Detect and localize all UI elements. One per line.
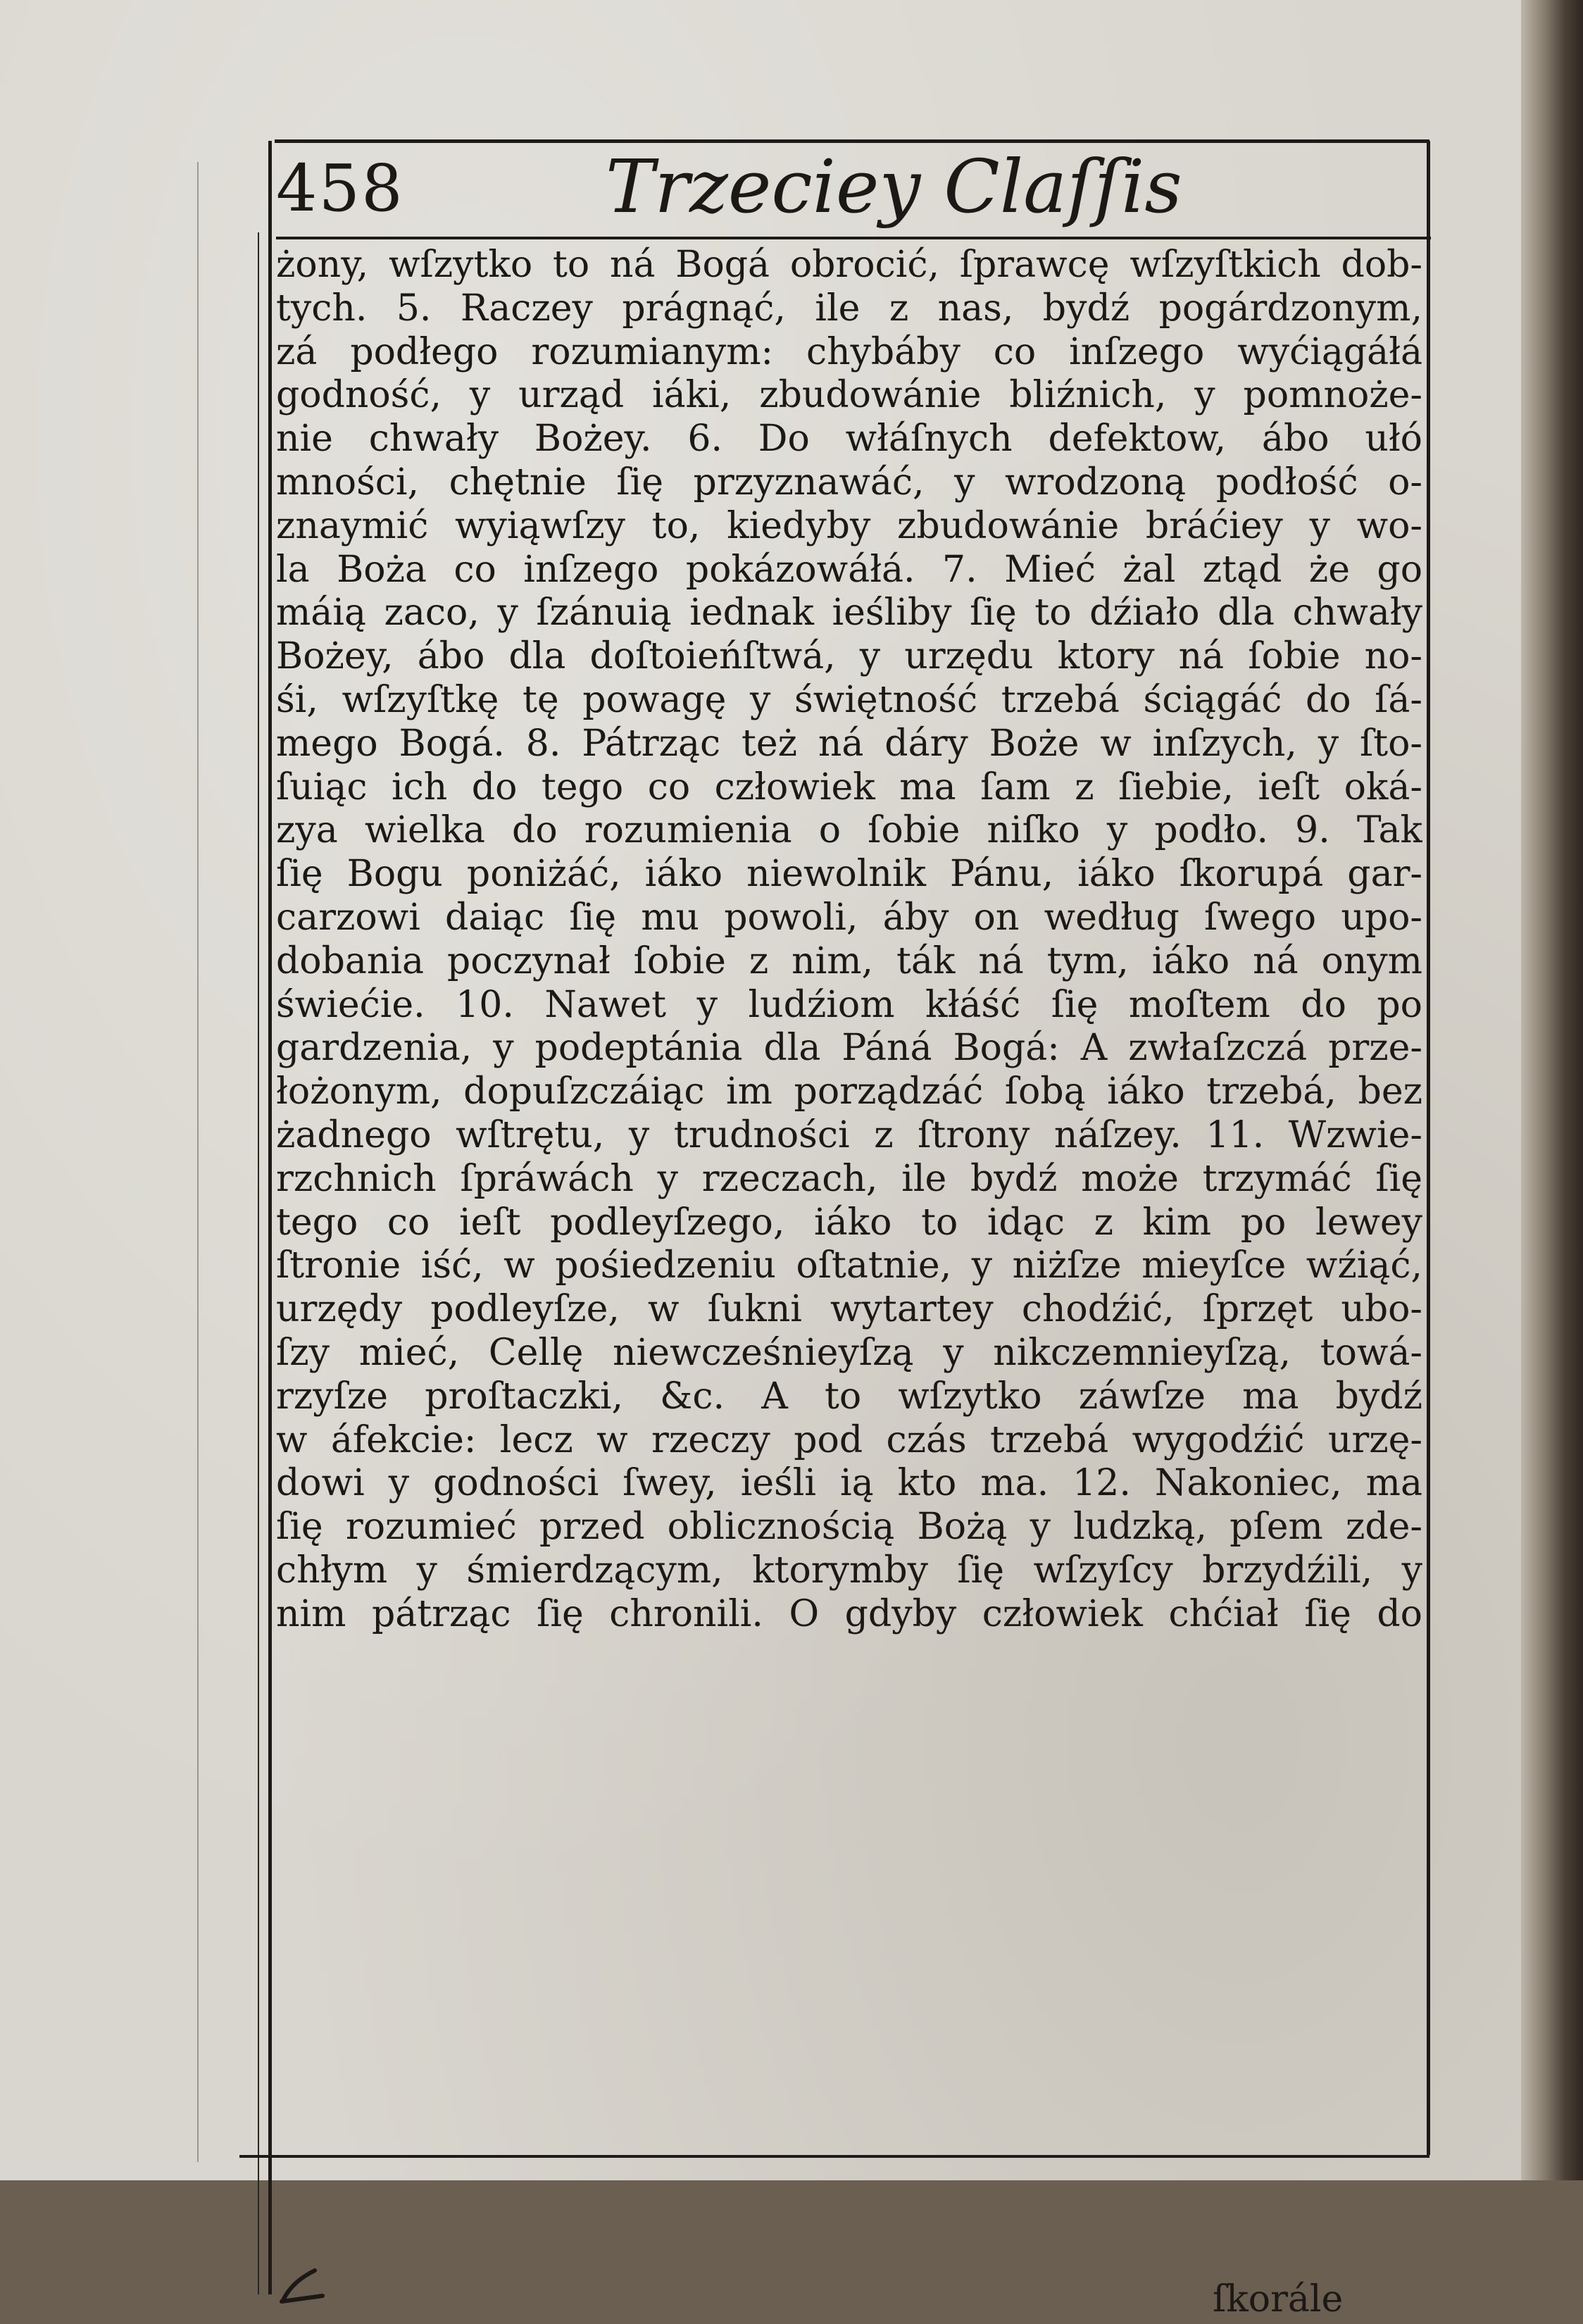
text-line: mego Bogá. 8. Pátrząc też ná dáry Boże w inſzych, y ſto-	[276, 722, 1422, 765]
body-text	[276, 244, 1422, 1637]
text-line: ſtronie iść, w pośiedzeniu oſtatnie, y niżſze mieyſce wźiąć,	[276, 1244, 1422, 1287]
header-rule	[276, 237, 1431, 239]
text-line: mności, chętnie ſię przyznawáć, y wrodzoną podłość o-	[276, 461, 1422, 504]
text-line: ſzy mieć, Cellę niewcześnieyſzą y nikczemnieyſzą, towá-	[276, 1331, 1422, 1374]
text-line: rzyſze proſtaczki, &c. A to wſzytko záwſze ma bydź	[276, 1375, 1422, 1418]
text-line: urzędy podleyſze, w ſukni wytartey chodźić, ſprzęt ubo-	[276, 1288, 1422, 1331]
text-line: chłym y śmierdzącym, ktorymby ſię wſzyſcy brzydźili, y	[276, 1549, 1422, 1592]
text-line: ſię Bogu poniżáć, iáko niewolnik Pánu, iáko ſkorupá gar-	[276, 853, 1422, 896]
text-line: żadnego wſtrętu, y trudności z ſtrony náſzey. 11. Wzwie-	[276, 1113, 1422, 1156]
frame-inner-left-rule	[258, 232, 259, 2294]
text-line: ſuiąc ich do tego co człowiek ma ſam z ſiebie, ieſt oká-	[276, 766, 1422, 808]
text-line: carzowi daiąc ſię mu powoli, áby on według ſwego upo-	[276, 896, 1422, 939]
text-line: dobania poczynał ſobie z nim, ták ná tym, iáko ná onym	[276, 939, 1422, 982]
text-line: nie chwały Bożey. 6. Do włáſnych defektow, ábo ułó	[276, 418, 1422, 461]
text-line: tych. 5. Raczey prágnąć, ile z nas, bydź pogárdzonym,	[276, 287, 1422, 330]
text-line: zya wielka do rozumienia o ſobie niſko y podło. 9. Tak	[276, 809, 1422, 852]
text-line: rzchnich ſpráwách y rzeczach, ile bydź może trzymáć ſię	[276, 1157, 1422, 1200]
text-line: świećie. 10. Nawet y ludźiom kłáść ſię moſtem do po	[276, 983, 1422, 1026]
text-line: zá podłego rozumianym: chybáby co inſzego wyćiągáłá	[276, 330, 1422, 373]
text-line: łożonym, dopuſzczáiąc im porządzáć ſobą iáko trzebá, bez	[276, 1070, 1422, 1113]
book-spine	[1521, 0, 1583, 2180]
page-edge-shadow	[197, 162, 199, 2162]
text-line: ſię rozumieć przed oblicznością Bożą y ludzką, pſem zde-	[276, 1506, 1422, 1549]
text-line: w áfekcie: lecz w rzeczy pod czás trzebá wygodźić urzę-	[276, 1418, 1422, 1461]
text-line: máią zaco, y ſzánuią iednak ieśliby ſię to dźiało dla chwały	[276, 592, 1422, 635]
running-title: Trzeciey Claſſis	[606, 144, 1182, 230]
catchword: ſkorále	[1213, 2278, 1344, 2320]
text-line: tego co ieſt podleyſzego, iáko to idąc z kim po lewey	[276, 1201, 1422, 1244]
text-line: la Boża co inſzego pokázowáłá. 7. Mieć żal ztąd że go	[276, 548, 1422, 591]
frame-right-rule	[1427, 141, 1430, 2155]
text-line: godność, y urząd iáki, zbudowánie bliźnich, y pomnoże-	[276, 374, 1422, 417]
text-line: śi, wſzyſtkę tę powagę y świętność trzebá ściągáć do ſá-	[276, 678, 1422, 721]
signature-mark	[276, 2265, 325, 2307]
page-number: 458	[276, 151, 404, 226]
text-line: żony, wſzytko to ná Bogá obrocić, ſprawcę wſzyſtkich dob-	[276, 244, 1422, 286]
text-line: znaymić wyiąwſzy to, kiedyby zbudowánie bráćiey y wo-	[276, 504, 1422, 547]
frame-left-rule	[268, 141, 272, 2294]
frame-bottom-rule	[239, 2155, 1429, 2158]
text-line: Bożey, ábo dla doſtoieńſtwá, y urzędu ktory ná ſobie no-	[276, 635, 1422, 678]
text-line: dowi y godności ſwey, ieśli ią kto ma. 12. Nakoniec, ma	[276, 1462, 1422, 1505]
text-line: gardzenia, y podeptánia dla Páná Bogá: A zwłaſzczá prze-	[276, 1027, 1422, 1070]
text-line: nim pátrząc ſię chronili. O gdyby człowiek chćiał ſię do	[276, 1592, 1422, 1635]
